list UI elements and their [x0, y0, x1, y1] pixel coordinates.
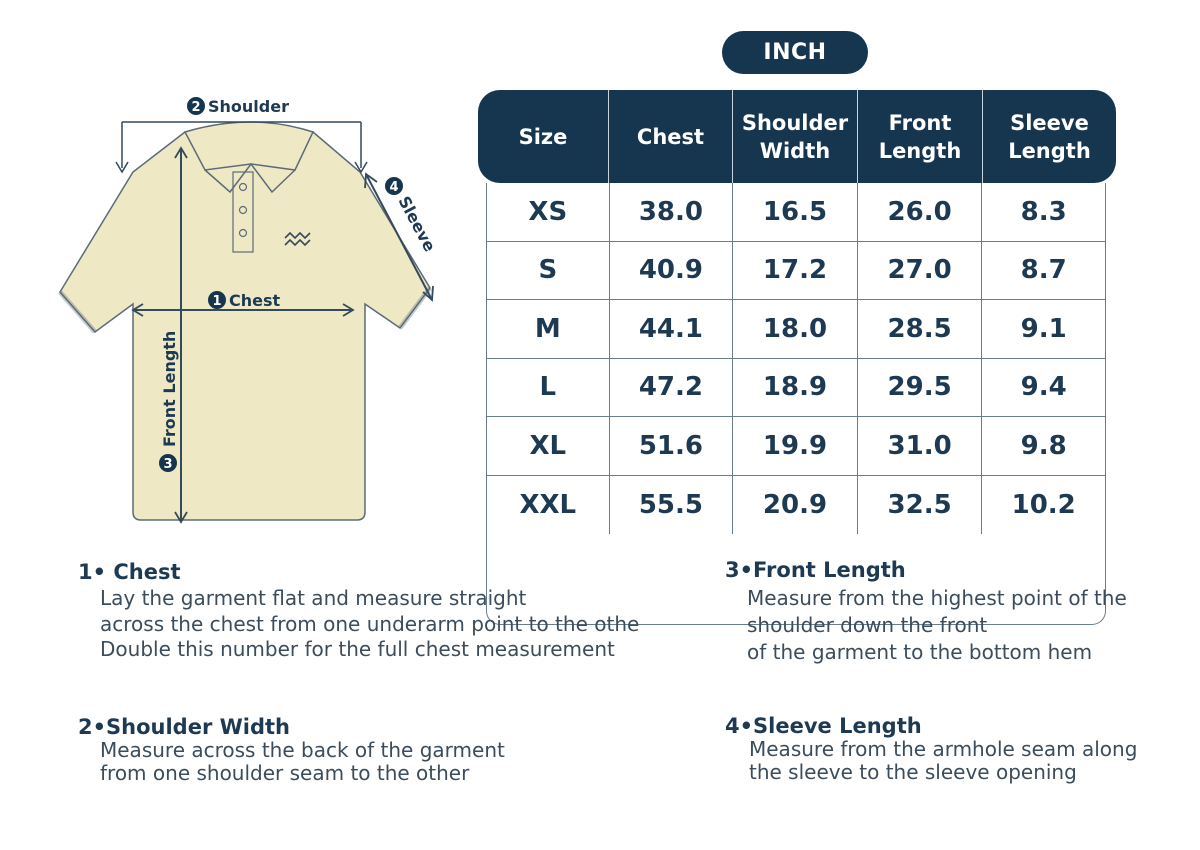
table-row [487, 359, 1105, 418]
note-sleeve-length [725, 714, 1137, 784]
table-cell: 10.2 [1011, 489, 1076, 520]
table-cell: 18.9 [733, 359, 858, 417]
note-title: 1• Chest [78, 560, 181, 584]
note-line: of the garment to the bottom hem [747, 640, 1093, 664]
table-cell: 8.7 [1020, 255, 1067, 286]
note-line: Measure from the highest point of the [747, 586, 1127, 610]
note-line: shoulder down the front [747, 613, 988, 637]
table-cell: 17.2 [733, 242, 858, 300]
note-line: from one shoulder seam to the other [100, 761, 470, 785]
note-shoulder-width [78, 715, 505, 785]
table-row [487, 300, 1105, 359]
table-cell: XS [487, 183, 610, 241]
note-front-length [725, 558, 1127, 666]
note-line: Lay the garment flat and measure straight [100, 586, 527, 610]
table-cell: 32.5 [858, 476, 983, 535]
table-cell: 27.0 [858, 242, 983, 300]
note-line: Measure across the back of the garment [100, 738, 505, 762]
table-row [487, 183, 1105, 242]
table-cell: 31.0 [858, 417, 983, 475]
size-chart-table [478, 90, 1116, 535]
table-cell: 9.1 [1020, 313, 1067, 344]
table-cell: 51.6 [610, 417, 734, 475]
header-sleeve-length: Sleeve Length [1008, 110, 1091, 163]
table-cell: 40.9 [610, 242, 734, 300]
polo-shirt-diagram [55, 92, 445, 532]
table-cell: 38.0 [610, 183, 734, 241]
front-length-label: Front Length [160, 330, 179, 447]
table-row [487, 242, 1105, 301]
table-cell: 18.0 [733, 300, 858, 358]
table-cell: 8.3 [1020, 196, 1067, 227]
note-line: across the chest from one underarm point to the othe [100, 611, 640, 636]
shirt-collar [185, 122, 313, 170]
shoulder-label: Shoulder [208, 97, 289, 116]
note-line: the sleeve to the sleeve opening [749, 760, 1077, 784]
header-front-length: Front Length [858, 90, 983, 183]
table-cell: 9.4 [1020, 372, 1067, 403]
front-length-number: 3 [163, 457, 173, 472]
table-cell: 47.2 [610, 359, 734, 417]
shoulder-number: 2 [191, 100, 201, 115]
note-title: 4•Sleeve Length [725, 714, 922, 738]
table-cell: 44.1 [610, 300, 734, 358]
table-cell: L [487, 359, 610, 417]
table-cell: 26.0 [858, 183, 983, 241]
table-cell: 29.5 [858, 359, 983, 417]
table-cell: S [487, 242, 610, 300]
note-title: 3•Front Length [725, 558, 906, 582]
table-cell: 9.8 [1020, 430, 1067, 461]
sleeve-number: 4 [389, 180, 399, 195]
header-chest: Chest [609, 90, 733, 183]
table-cell: 19.9 [733, 417, 858, 475]
table-cell: 16.5 [733, 183, 858, 241]
chest-number: 1 [212, 294, 222, 309]
sleeve-label: Sleeve [394, 192, 440, 255]
table-row [487, 417, 1105, 476]
table-cell: M [487, 300, 610, 358]
note-title: 2•Shoulder Width [78, 715, 291, 739]
note-chest [78, 560, 639, 663]
table-cell: 55.5 [610, 476, 734, 535]
header-shoulder-width: Shoulder Width [733, 90, 858, 183]
note-line: Measure from the armhole seam along [749, 737, 1138, 761]
table-cell: 28.5 [858, 300, 983, 358]
table-cell: XL [487, 417, 610, 475]
table-cell: 20.9 [733, 476, 858, 535]
header-size: Size [478, 90, 609, 183]
note-line: Double this number for the full chest measurement [100, 637, 615, 661]
table-cell: XXL [487, 476, 610, 535]
table-header [478, 90, 1116, 183]
unit-label: INCH [722, 31, 868, 74]
chest-label: Chest [229, 291, 281, 310]
table-row [487, 476, 1105, 535]
